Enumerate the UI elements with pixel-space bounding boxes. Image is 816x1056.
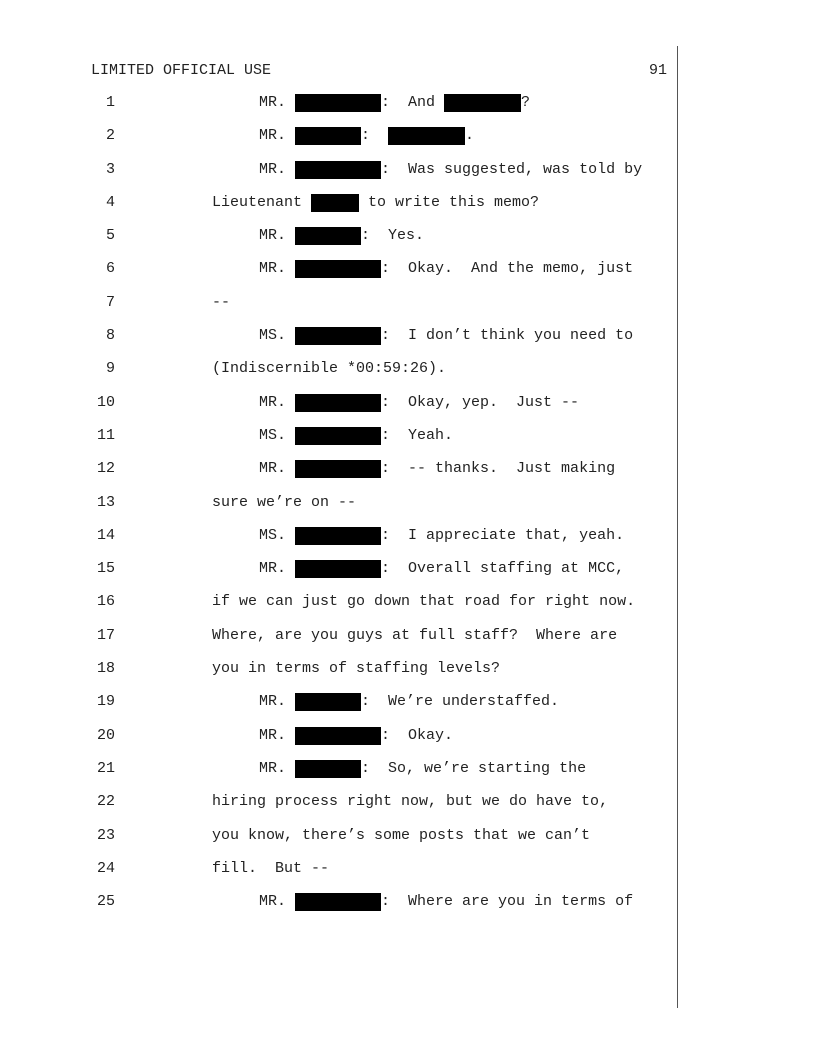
line-number: 10 bbox=[96, 393, 115, 411]
classification-header: LIMITED OFFICIAL USE bbox=[91, 62, 272, 79]
transcript-line bbox=[0, 460, 816, 493]
line-number: 1 bbox=[105, 94, 115, 111]
transcript-line bbox=[0, 327, 816, 360]
speech-text: : Yes. bbox=[361, 227, 425, 245]
transcript-line bbox=[0, 693, 816, 726]
line-number: 15 bbox=[96, 560, 115, 578]
line-number: 20 bbox=[96, 726, 115, 744]
speaker-line bbox=[259, 127, 474, 145]
speaker-line bbox=[259, 227, 424, 245]
page-number: 91 bbox=[648, 62, 667, 79]
speaker-line bbox=[259, 94, 530, 112]
transcript-line bbox=[0, 893, 816, 926]
redaction-block bbox=[311, 194, 359, 212]
speaker-line bbox=[259, 527, 624, 545]
redaction-block bbox=[295, 94, 381, 112]
transcript-line bbox=[0, 127, 816, 160]
line-number: 3 bbox=[105, 160, 115, 178]
speech-text: to write this memo? bbox=[359, 193, 540, 211]
redaction-block bbox=[295, 327, 381, 345]
continuation-line bbox=[212, 194, 539, 212]
speech-text: Lieutenant bbox=[212, 193, 312, 211]
continuation-line bbox=[212, 860, 329, 878]
speaker-line bbox=[259, 760, 586, 778]
continuation-line bbox=[212, 660, 500, 678]
line-number: 7 bbox=[105, 293, 115, 311]
transcript-line bbox=[0, 727, 816, 760]
transcript-line bbox=[0, 260, 816, 293]
line-number: 6 bbox=[105, 260, 115, 278]
transcript-line bbox=[0, 627, 816, 660]
continuation-line bbox=[212, 793, 608, 811]
transcript-line bbox=[0, 94, 816, 127]
line-number: 14 bbox=[96, 526, 115, 544]
speech-text: fill. But -- bbox=[212, 859, 330, 877]
speech-text: sure we’re on -- bbox=[212, 493, 357, 511]
speaker-title: MR. bbox=[259, 726, 287, 744]
speech-text: : I don’t think you need to bbox=[381, 327, 634, 345]
speech-text: if we can just go down that road for right now. bbox=[212, 593, 636, 611]
continuation-line bbox=[212, 294, 230, 312]
continuation-line bbox=[212, 627, 617, 645]
speaker-line bbox=[259, 893, 633, 911]
line-number: 24 bbox=[96, 859, 115, 877]
line-number: 13 bbox=[96, 493, 115, 511]
speech-text: -- bbox=[212, 293, 231, 311]
transcript-line bbox=[0, 427, 816, 460]
line-number: 25 bbox=[96, 893, 115, 911]
speech-text: : Okay. And the memo, just bbox=[381, 260, 634, 278]
speaker-line bbox=[259, 260, 633, 278]
speech-text: : Where are you in terms of bbox=[381, 893, 634, 911]
redaction-block bbox=[295, 394, 381, 412]
speech-text: : Okay, yep. Just -- bbox=[381, 393, 580, 411]
redaction-block bbox=[295, 893, 381, 911]
speaker-title: MR. bbox=[259, 560, 287, 578]
transcript-line bbox=[0, 593, 816, 626]
speaker-title: MR. bbox=[259, 94, 287, 111]
redaction-block bbox=[295, 260, 381, 278]
line-number: 17 bbox=[96, 626, 115, 644]
speaker-line bbox=[259, 727, 453, 745]
speaker-line bbox=[259, 161, 642, 179]
transcript-line bbox=[0, 793, 816, 826]
redaction-block bbox=[295, 460, 381, 478]
redaction-block bbox=[295, 760, 361, 778]
speech-text: : bbox=[361, 127, 389, 145]
transcript-line bbox=[0, 394, 816, 427]
speaker-title: MR. bbox=[259, 127, 287, 145]
speech-text: : Was suggested, was told by bbox=[381, 160, 643, 178]
transcript-line bbox=[0, 560, 816, 593]
redaction-block bbox=[295, 427, 381, 445]
speech-text: : And bbox=[381, 94, 445, 111]
speech-text: Where, are you guys at full staff? Where are bbox=[212, 626, 618, 644]
line-number: 18 bbox=[96, 660, 115, 678]
speaker-line bbox=[259, 427, 453, 445]
speaker-line bbox=[259, 693, 559, 711]
speaker-title: MS. bbox=[259, 426, 287, 444]
transcript-line bbox=[0, 760, 816, 793]
speech-text: : So, we’re starting the bbox=[361, 759, 587, 777]
speech-text: : We’re understaffed. bbox=[361, 693, 560, 711]
transcript-line bbox=[0, 360, 816, 393]
redaction-block bbox=[295, 227, 361, 245]
line-number: 2 bbox=[105, 127, 115, 145]
speaker-title: MS. bbox=[259, 526, 287, 544]
speech-text: : Overall staffing at MCC, bbox=[381, 560, 625, 578]
speaker-title: MR. bbox=[259, 227, 287, 245]
speaker-title: MS. bbox=[259, 327, 287, 345]
continuation-line bbox=[212, 593, 635, 611]
speech-text: : Yeah. bbox=[381, 426, 454, 444]
speaker-title: MR. bbox=[259, 693, 287, 711]
speaker-title: MR. bbox=[259, 759, 287, 777]
continuation-line bbox=[212, 360, 446, 378]
continuation-line bbox=[212, 827, 590, 845]
speaker-line bbox=[259, 394, 579, 412]
line-number: 5 bbox=[105, 227, 115, 245]
line-number: 16 bbox=[96, 593, 115, 611]
speech-text: : I appreciate that, yeah. bbox=[381, 526, 625, 544]
speech-text: you know, there’s some posts that we can’t bbox=[212, 826, 591, 844]
speech-text: : Okay. bbox=[381, 726, 454, 744]
redaction-block bbox=[295, 527, 381, 545]
redaction-block bbox=[295, 693, 361, 711]
continuation-line bbox=[212, 494, 356, 512]
transcript-line bbox=[0, 227, 816, 260]
transcript-line bbox=[0, 294, 816, 327]
redaction-block bbox=[295, 727, 381, 745]
line-number: 23 bbox=[96, 826, 115, 844]
transcript-body bbox=[0, 94, 816, 926]
line-number: 11 bbox=[96, 426, 115, 444]
speech-text: (Indiscernible *00:59:26). bbox=[212, 360, 447, 378]
redaction-block bbox=[388, 127, 465, 145]
line-number: 19 bbox=[96, 693, 115, 711]
speech-text: . bbox=[465, 127, 475, 145]
speaker-title: MR. bbox=[259, 460, 287, 478]
redaction-block bbox=[295, 560, 381, 578]
redaction-block bbox=[295, 127, 361, 145]
transcript-line bbox=[0, 860, 816, 893]
line-number: 12 bbox=[96, 460, 115, 478]
speech-text: you in terms of staffing levels? bbox=[212, 660, 501, 678]
speaker-line bbox=[259, 327, 633, 345]
line-number: 4 bbox=[105, 193, 115, 211]
transcript-line bbox=[0, 660, 816, 693]
transcript-line bbox=[0, 494, 816, 527]
speaker-line bbox=[259, 460, 615, 478]
redaction-block bbox=[295, 161, 381, 179]
speech-text: ? bbox=[521, 94, 531, 111]
transcript-line bbox=[0, 194, 816, 227]
speech-text: hiring process right now, but we do have to, bbox=[212, 793, 609, 811]
redaction-block bbox=[444, 94, 521, 112]
transcript-line bbox=[0, 161, 816, 194]
speaker-title: MR. bbox=[259, 893, 287, 911]
speech-text: : -- thanks. Just making bbox=[381, 460, 616, 478]
speaker-title: MR. bbox=[259, 260, 287, 278]
line-number: 9 bbox=[105, 360, 115, 378]
transcript-line bbox=[0, 827, 816, 860]
speaker-line bbox=[259, 560, 624, 578]
speaker-title: MR. bbox=[259, 393, 287, 411]
line-number: 8 bbox=[105, 327, 115, 345]
transcript-line bbox=[0, 527, 816, 560]
line-number: 22 bbox=[96, 793, 115, 811]
line-number: 21 bbox=[96, 759, 115, 777]
speaker-title: MR. bbox=[259, 160, 287, 178]
